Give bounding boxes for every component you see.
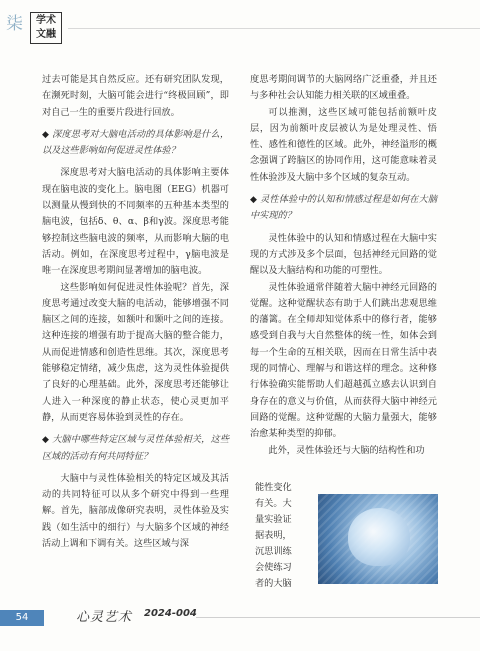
- text-line: 能性变化: [255, 482, 292, 493]
- question-text: 深度思考对大脑电活动的具体影响是什么，以及这些影响如何促进灵性体验？: [42, 128, 230, 157]
- paragraph: 灵性体验通常伴随着大脑中神经元回路的觉醒。这种觉醒状态有助于人们跳出悲观思维的藩篱。在全师却知觉体系中的修行者，能够感受到自我与大自然整体的统一性，如体会到每一个生命的互相关联，因而在日常生活中表现的同情心、理解与和谐这样的理念。这种修行体验确实能帮助人们超越孤立感去认识到自身存在的意义与价值，从而获得大脑中神经元回路的觉醒。这种觉醒的大脑力量强大，能够治愈某种类型的抑郁。: [250, 281, 437, 440]
- question-heading: [42, 127, 229, 160]
- text-line: 会使练习: [255, 562, 292, 573]
- badge-line-2: 文融: [36, 29, 56, 40]
- issue-number: 2024-004: [144, 608, 197, 619]
- text-line: 量实验证: [255, 514, 292, 525]
- diamond-icon: ◆: [42, 435, 50, 446]
- header-divider: [68, 28, 480, 29]
- section-badge: [30, 12, 62, 44]
- page-number: 54: [0, 610, 44, 626]
- question-text: 灵性体验中的认知和情感过程是如何在大脑中实现的？: [250, 194, 438, 222]
- paragraph: 深度思考对大脑电活动的具体影响主要体现在脑电波的变化上。脑电图（EEG）机器可以测量从慢到快的不同频率的五种基本类型的脑电波，包括δ、θ、α、β和γ波。深度思考能够控制这些脑电波的频率，从而影响大脑的电活动。例如，在深度思考过程中，γ脑电波是唯一在深度思考期间显著增加的脑电波。: [42, 167, 229, 277]
- badge-line-1: 学术: [36, 15, 56, 26]
- paragraph: 度思考期间调节的大脑网络广泛重叠，并且还与多种社会认知能力相关联的区域重叠。: [250, 74, 437, 102]
- left-column: [42, 72, 229, 552]
- text-line: 者的大脑: [255, 578, 292, 589]
- footer-divider: [196, 617, 480, 618]
- paragraph: 此外，灵性体验还与大脑的结构性和功: [268, 444, 425, 456]
- text-line: 沉思训练: [255, 546, 292, 557]
- section-char: 柒: [6, 14, 23, 34]
- paragraph: 大脑中与灵性体验相关的特定区域及其活动的共同特征可以从多个研究中得到一些理解。首先，脑部成像研究表明，灵性体验及实践（如生活中的细行）与大脑多个区域的神经活动上调和下调有关。这些区域与深: [42, 472, 229, 550]
- diamond-icon: ◆: [250, 195, 258, 206]
- right-column: [250, 72, 437, 459]
- text-line: 有关。大: [255, 498, 292, 509]
- paragraph: 可以推测，这些区域可能包括前额叶皮层，因为前额叶皮层被认为是处理灵性、悟性、感性和德性的区域。此外，神经溢形的概念强调了跨脑区的协同作用，这可能意味着灵性体验涉及大脑中多个区域的复杂互动。: [250, 106, 437, 183]
- paragraph: 这些影响如何促进灵性体验呢？首先，深度思考通过改变大脑的电活动，能够增强不同脑区之间的连接，如额叶和颞叶之间的连接。这种连接的增强有助于提高大脑的整合能力，从而促进情感和创造性思维。其次，深度思考能够稳定情绪，减少焦虑，这为灵性体验提供了良好的心理基础。此外，深度思考还能够让人进入一种深度的静止状态，使心灵更加平静，从而更容易体验到灵性的存在。: [42, 281, 229, 423]
- magazine-logo: 心灵艺术: [76, 610, 133, 625]
- question-text: 大脑中哪些特定区域与灵性体验相关，这些区域的活动有何共同特征？: [42, 434, 230, 462]
- paragraph: 过去可能是其自然反应。还有研究团队发现，在濒死时刻，大脑可能会进行“终极回顾”，即对自己一生的重要片段进行回放。: [42, 74, 229, 118]
- question-heading: [250, 192, 437, 225]
- text-line: 据表明，: [255, 530, 292, 541]
- question-heading: [42, 432, 229, 465]
- paragraph: 灵性体验中的认知和情感过程在大脑中实现的方式涉及多个层面，包括神经元回路的觉醒以及大脑结构和功能的可塑性。: [250, 232, 437, 277]
- brain-illustration: [318, 494, 438, 584]
- diamond-icon: ◆: [42, 129, 50, 140]
- brain-shape: [348, 508, 410, 566]
